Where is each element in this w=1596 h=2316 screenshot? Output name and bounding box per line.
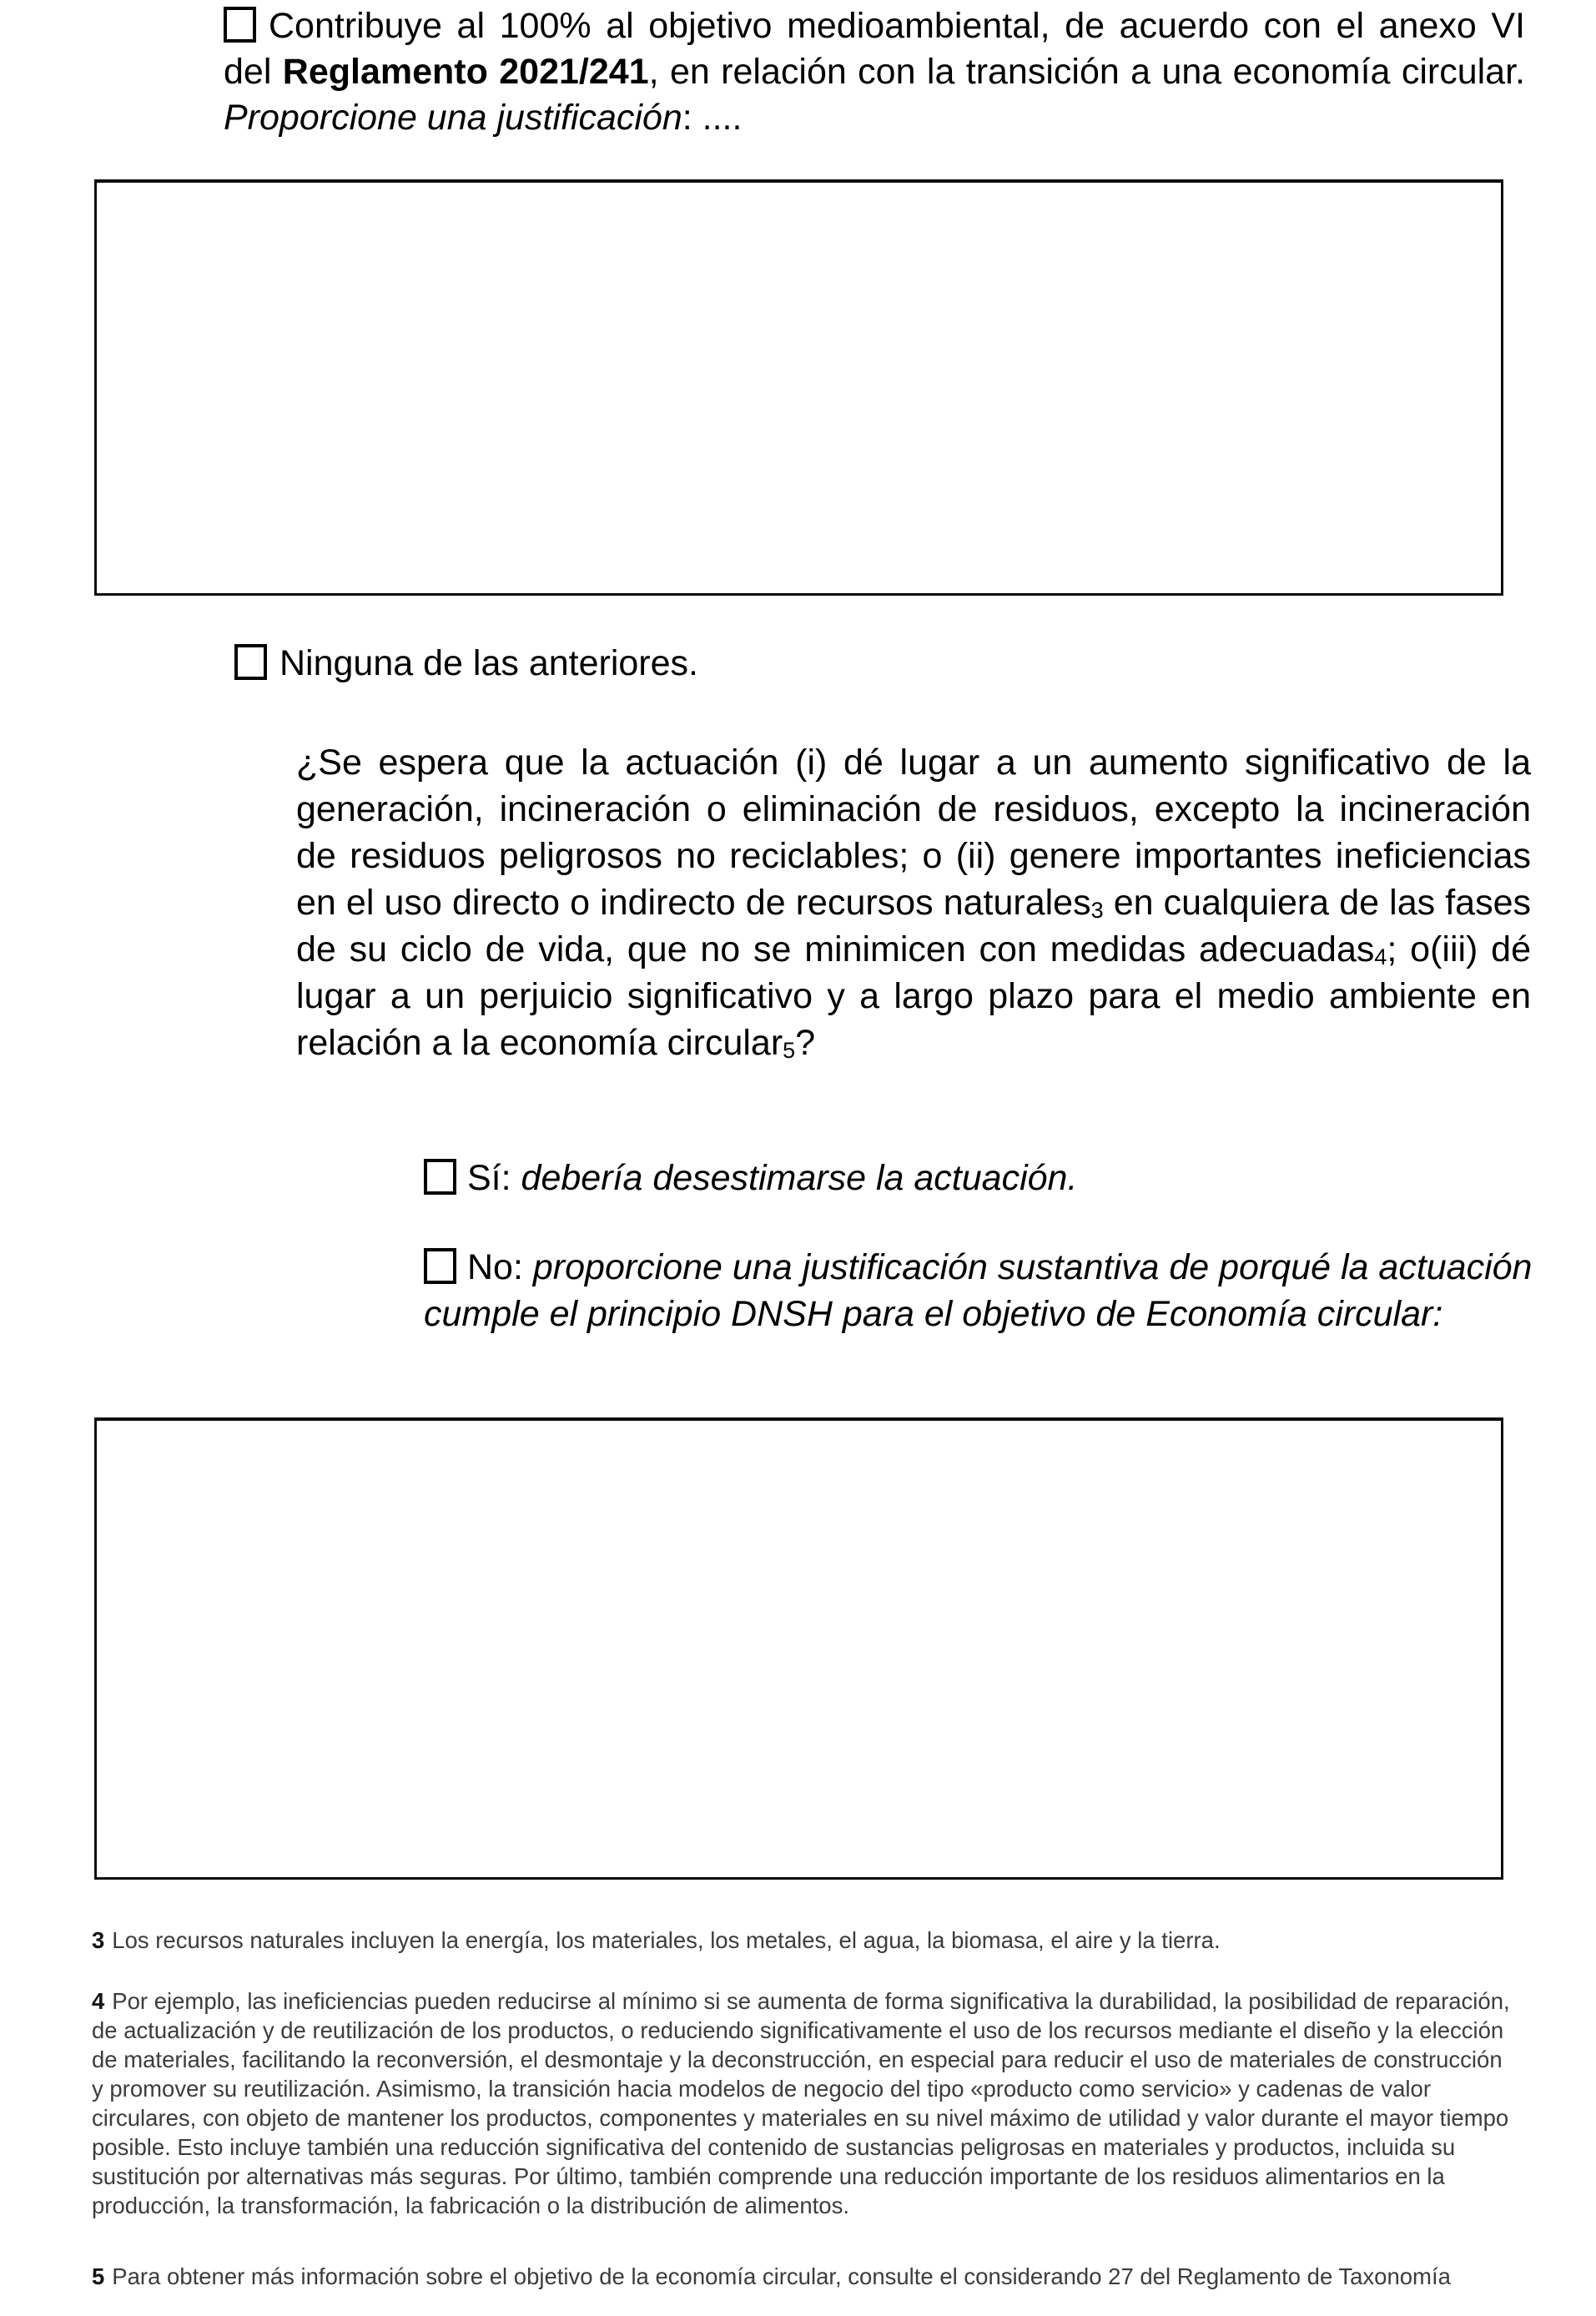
footnote-4-text: Por ejemplo, las ineficiencias pueden reducirse al mínimo si se aumenta de forma significativa la durabilidad, la posibilidad de reparación, de actualización y de reutilización de los productos, o reduciendo significativamente el uso de los recursos mediante el diseño y la elección de materiales, facilitando la reconversión, el desmontaje y la deconstrucción, en especial para reducir el uso de materiales de construcción y promover su reutilización. Asimismo, la transición hacia modelos de negocio del tipo «producto como servicio» y cadenas de valor circulares, con objeto de mantener los productos, componentes y materiales en su nivel máximo de utilidad y valor durante el mayor tiempo posible. Esto incluye también una reducción significativa del contenido de sustancias peligrosas en materiales y productos, incluida su sustitución por alternativas más seguras. Por último, también comprende una reducción importante de los residuos alimentarios en la producción, la transformación, la fabricación o la distribución de alimentos.: [92, 1988, 1510, 2218]
option-si-italic: debería desestimarse la actuación.: [521, 1158, 1078, 1198]
checkbox-no[interactable]: [424, 1248, 456, 1284]
option-no-italic: proporcione una justificación sustantiva de porqué la actuación cumple el principio DNSH para el objetivo de Economía circular:: [424, 1247, 1533, 1334]
justification-textbox-1[interactable]: [94, 179, 1503, 596]
option-contribuye-bold-regulation: Reglamento 2021/241: [282, 52, 649, 92]
footnote-5-number: 5: [92, 2263, 105, 2289]
footnote-ref-4: 4: [1374, 944, 1387, 969]
option-contribuye-text-1: Contribuye al 100% al objetivo medioambiental, de acuerdo con el anexo VI del: [224, 6, 1525, 92]
option-ninguna: [234, 641, 698, 687]
option-contribuye-100: [224, 3, 1525, 141]
option-contribuye-text-3: : ....: [682, 98, 743, 138]
question-text-segment: ?: [795, 1023, 816, 1063]
footnote-4: [92, 1986, 1510, 2220]
footnote-ref-3: 3: [1090, 898, 1104, 923]
checkbox-si[interactable]: [424, 1159, 456, 1195]
footnote-ref-5: 5: [783, 1038, 796, 1063]
option-si: [424, 1155, 1535, 1201]
option-si-prefix: Sí:: [467, 1158, 521, 1198]
footnote-4-number: 4: [92, 1988, 105, 2014]
checkbox-contribuye-100[interactable]: [224, 7, 256, 43]
footnote-5-text: Para obtener más información sobre el objetivo de la economía circular, consulte el considerando 27 del Reglamento de Taxonomía: [112, 2263, 1451, 2289]
question-text-segment: en cualquiera de las fases de su ciclo de vida, que no se minimicen con medidas adecuadas: [296, 883, 1531, 969]
option-no: [424, 1244, 1535, 1337]
footnote-5: [92, 2262, 1510, 2291]
checkbox-ninguna[interactable]: [234, 644, 267, 680]
question-text-segment: ¿Se espera que la actuación (i) dé lugar a un aumento significativo de la generación, incineración o eliminación de residuos, excepto la incineración de residuos peligrosos no reciclables; o (ii) genere importantes ineficiencias en el uso directo o indirecto de recursos naturales: [296, 743, 1531, 923]
option-ninguna-label: Ninguna de las anteriores.: [279, 643, 698, 683]
option-no-prefix: No:: [467, 1247, 533, 1287]
footnote-3-number: 3: [92, 1927, 105, 1953]
justification-textbox-2[interactable]: [94, 1417, 1503, 1880]
footnote-3-text: Los recursos naturales incluyen la energía, los materiales, los metales, el agua, la biomasa, el aire y la tierra.: [112, 1927, 1221, 1953]
option-contribuye-italic-instruction: Proporcione una justificación: [224, 98, 682, 138]
footnote-3: [92, 1926, 1510, 1955]
question-text-segment: ; o(iii) dé lugar a un perjuicio significativo y a largo plazo para el medio ambiente en relación a la economía circular: [296, 929, 1531, 1063]
option-contribuye-text-2: , en relación con la transición a una economía circular.: [648, 52, 1525, 92]
question-paragraph: [296, 739, 1531, 1066]
